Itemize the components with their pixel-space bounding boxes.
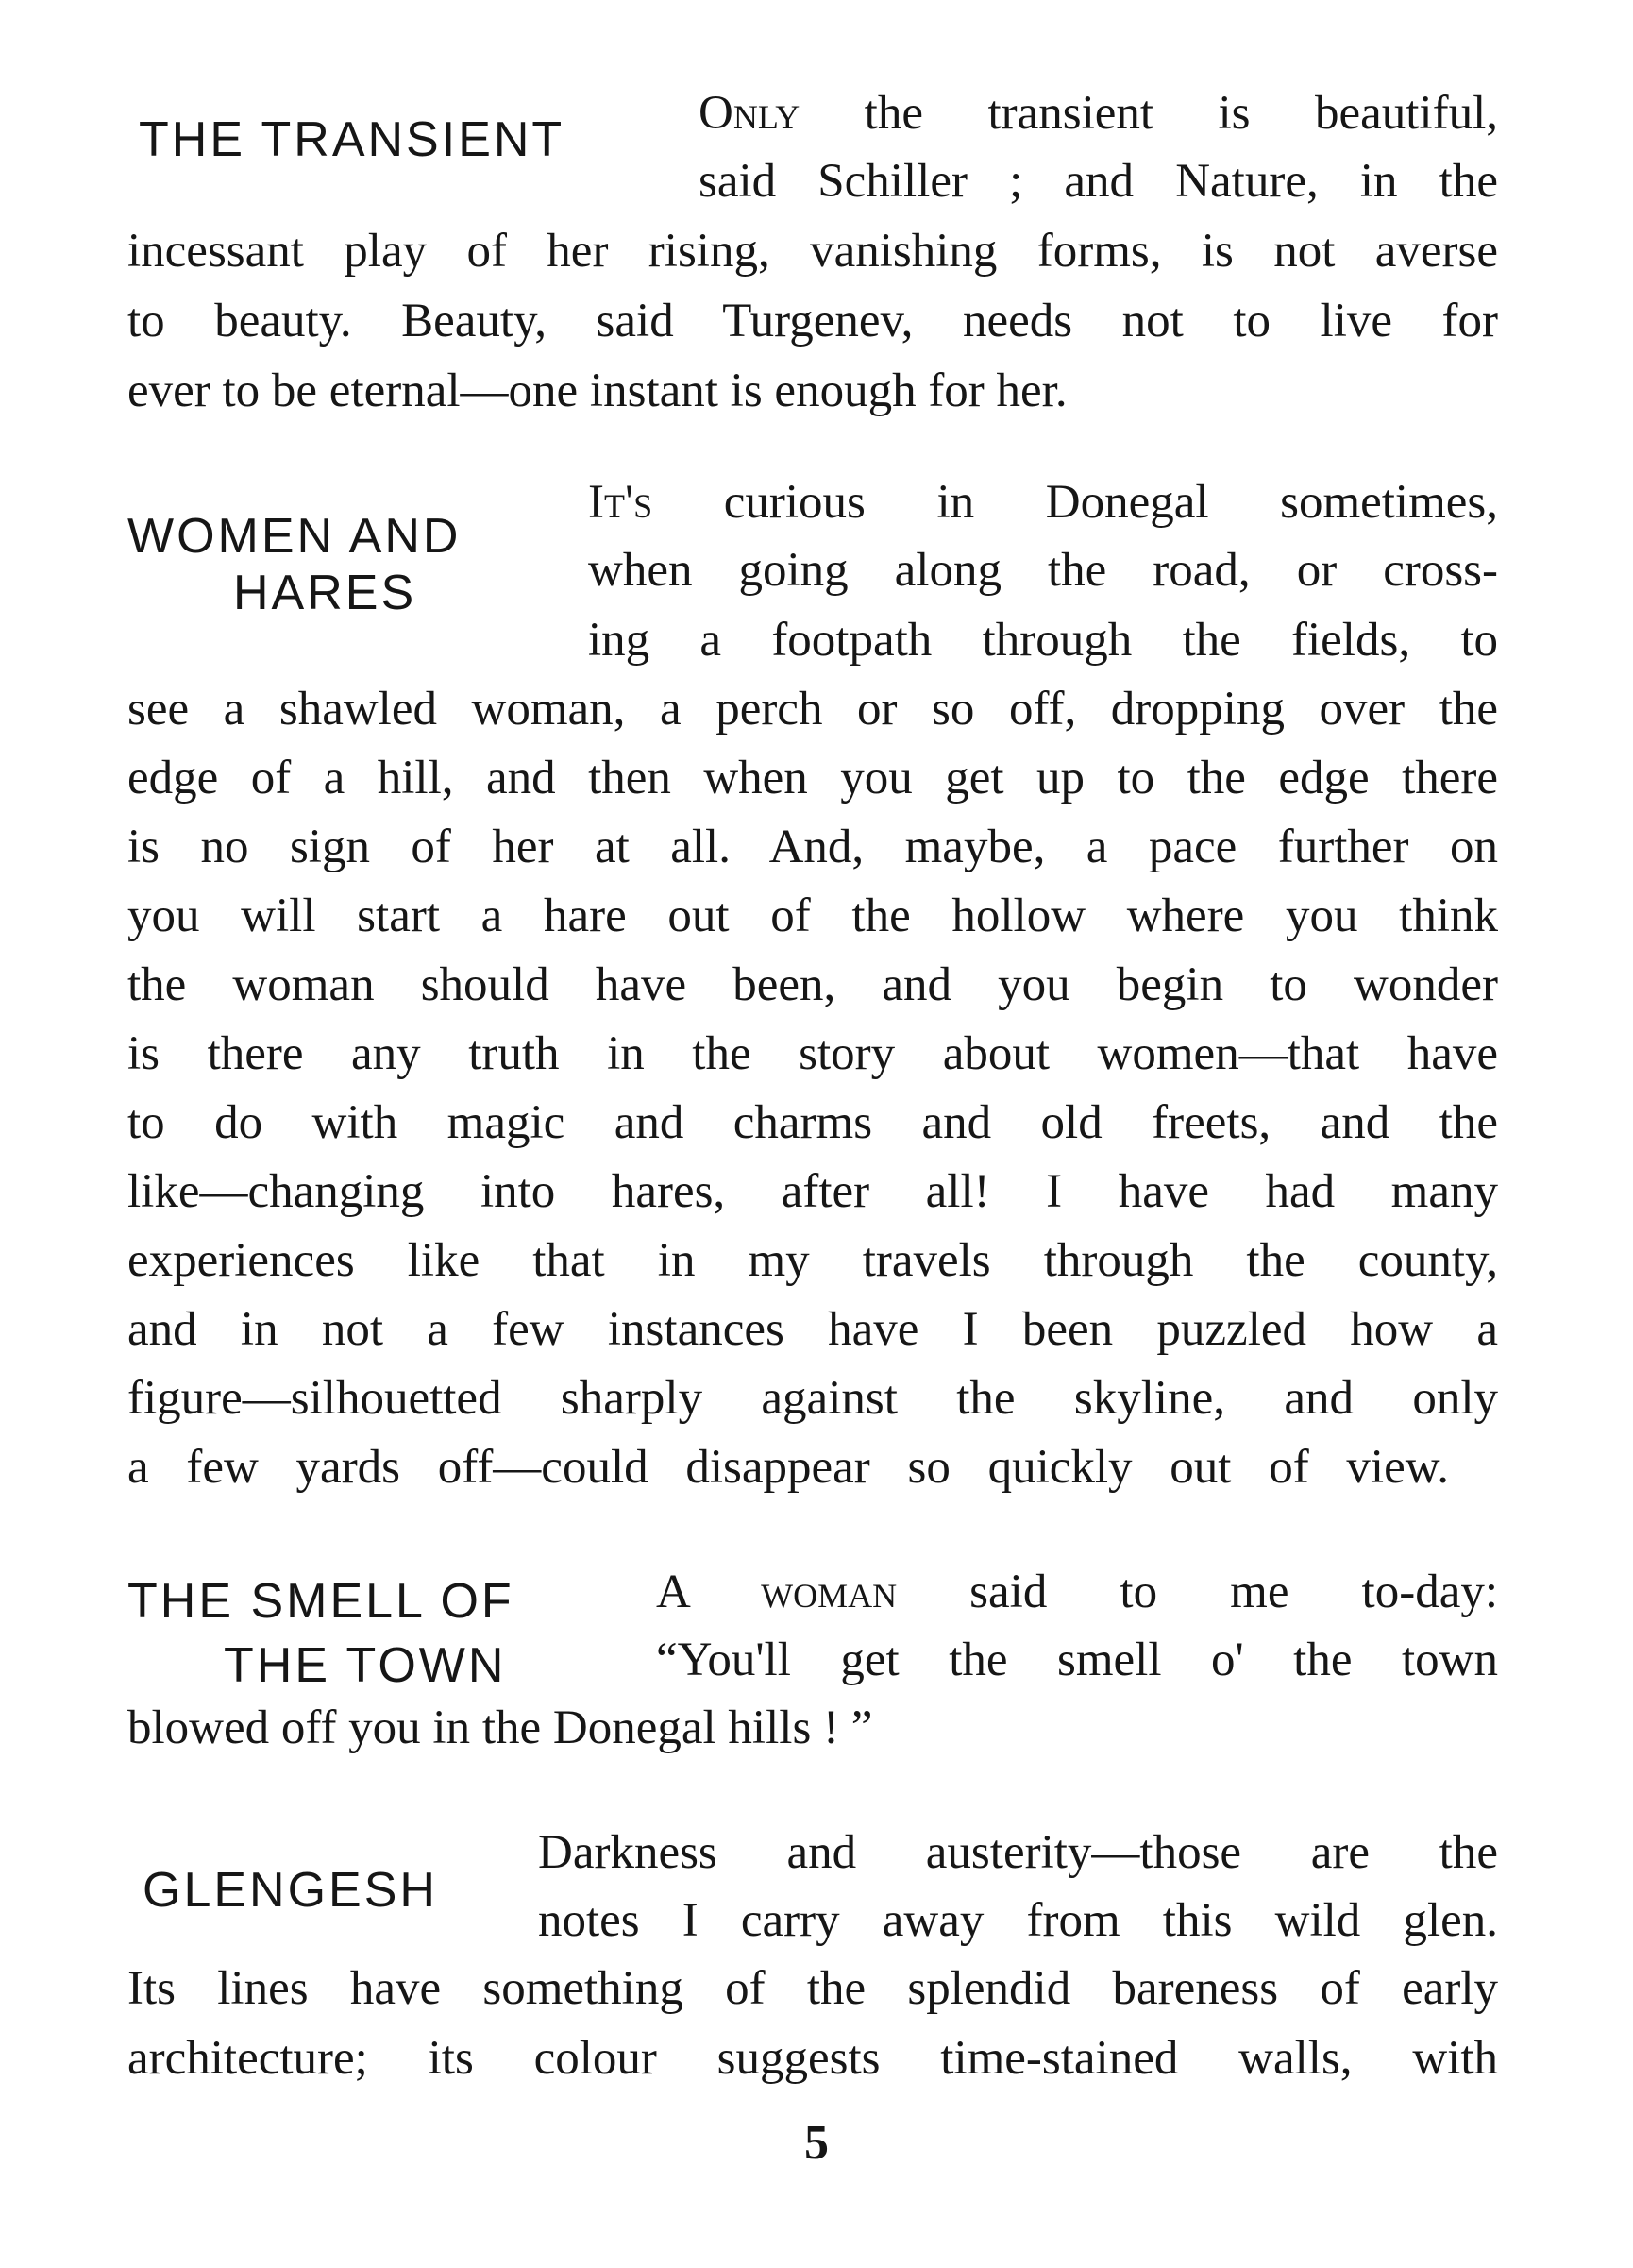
body-line: experiences like that in my travels through the county, — [127, 1234, 1498, 1287]
body-line: architecture; its colour suggests time-stained walls, with — [127, 2032, 1498, 2085]
body-line: a few yards off—could disappear so quickly out of view. — [127, 1441, 1449, 1494]
body-line: Its lines have something of the splendid bareness of early — [127, 1962, 1498, 2015]
side-heading: HARES — [233, 566, 417, 620]
body-line: like—changing into hares, after all! I have had many — [127, 1165, 1498, 1218]
body-line: A woman said to me to-day: — [656, 1566, 1499, 1618]
lead-word: It's — [588, 476, 653, 529]
body-line: Only the transient is beautiful, — [699, 87, 1498, 140]
body-line: to do with magic and charms and old freets, and the — [127, 1096, 1498, 1149]
side-heading: THE SMELL OF — [127, 1574, 514, 1629]
body-line: edge of a hill, and then when you get up to the edge there — [127, 752, 1498, 804]
side-heading: THE TOWN — [224, 1638, 507, 1693]
body-line: “You'll get the smell o' the town — [656, 1633, 1498, 1686]
body-line: figure—silhouetted sharply against the skyline, and only — [127, 1372, 1498, 1425]
body-line: said Schiller ; and Nature, in the — [699, 155, 1498, 208]
body-line: blowed off you in the Donegal hills ! ” — [127, 1701, 873, 1754]
body-line: see a shawled woman, a perch or so off, dropping over the — [127, 683, 1498, 736]
body-line: incessant play of her rising, vanishing forms, is not averse — [127, 225, 1498, 278]
body-line: is no sign of her at all. And, maybe, a pace further on — [127, 821, 1498, 873]
side-heading: WOMEN AND — [127, 509, 462, 564]
body-line: to beauty. Beauty, said Turgenev, needs not to live for — [127, 295, 1498, 347]
side-heading: THE TRANSIENT — [139, 112, 565, 167]
body-line: is there any truth in the story about women—that have — [127, 1027, 1498, 1080]
body-line: notes I carry away from this wild glen. — [538, 1894, 1498, 1947]
body-line: and in not a few instances have I been puzzled how a — [127, 1303, 1498, 1356]
lead-word: Only — [699, 87, 800, 140]
body-line: ing a footpath through the fields, to — [588, 614, 1498, 667]
lead-word: A woman — [656, 1566, 898, 1618]
body-line: when going along the road, or cross- — [588, 544, 1498, 597]
page-number: 5 — [804, 2116, 829, 2170]
body-line: It's curious in Donegal sometimes, — [588, 476, 1498, 529]
body-line: ever to be eternal—one instant is enough for her. — [127, 364, 1068, 417]
body-line: you will start a hare out of the hollow where you think — [127, 889, 1498, 942]
body-line: Darkness and austerity—those are the — [538, 1826, 1498, 1879]
body-line: the woman should have been, and you begin to wonder — [127, 958, 1498, 1011]
side-heading: GLENGESH — [143, 1863, 438, 1918]
